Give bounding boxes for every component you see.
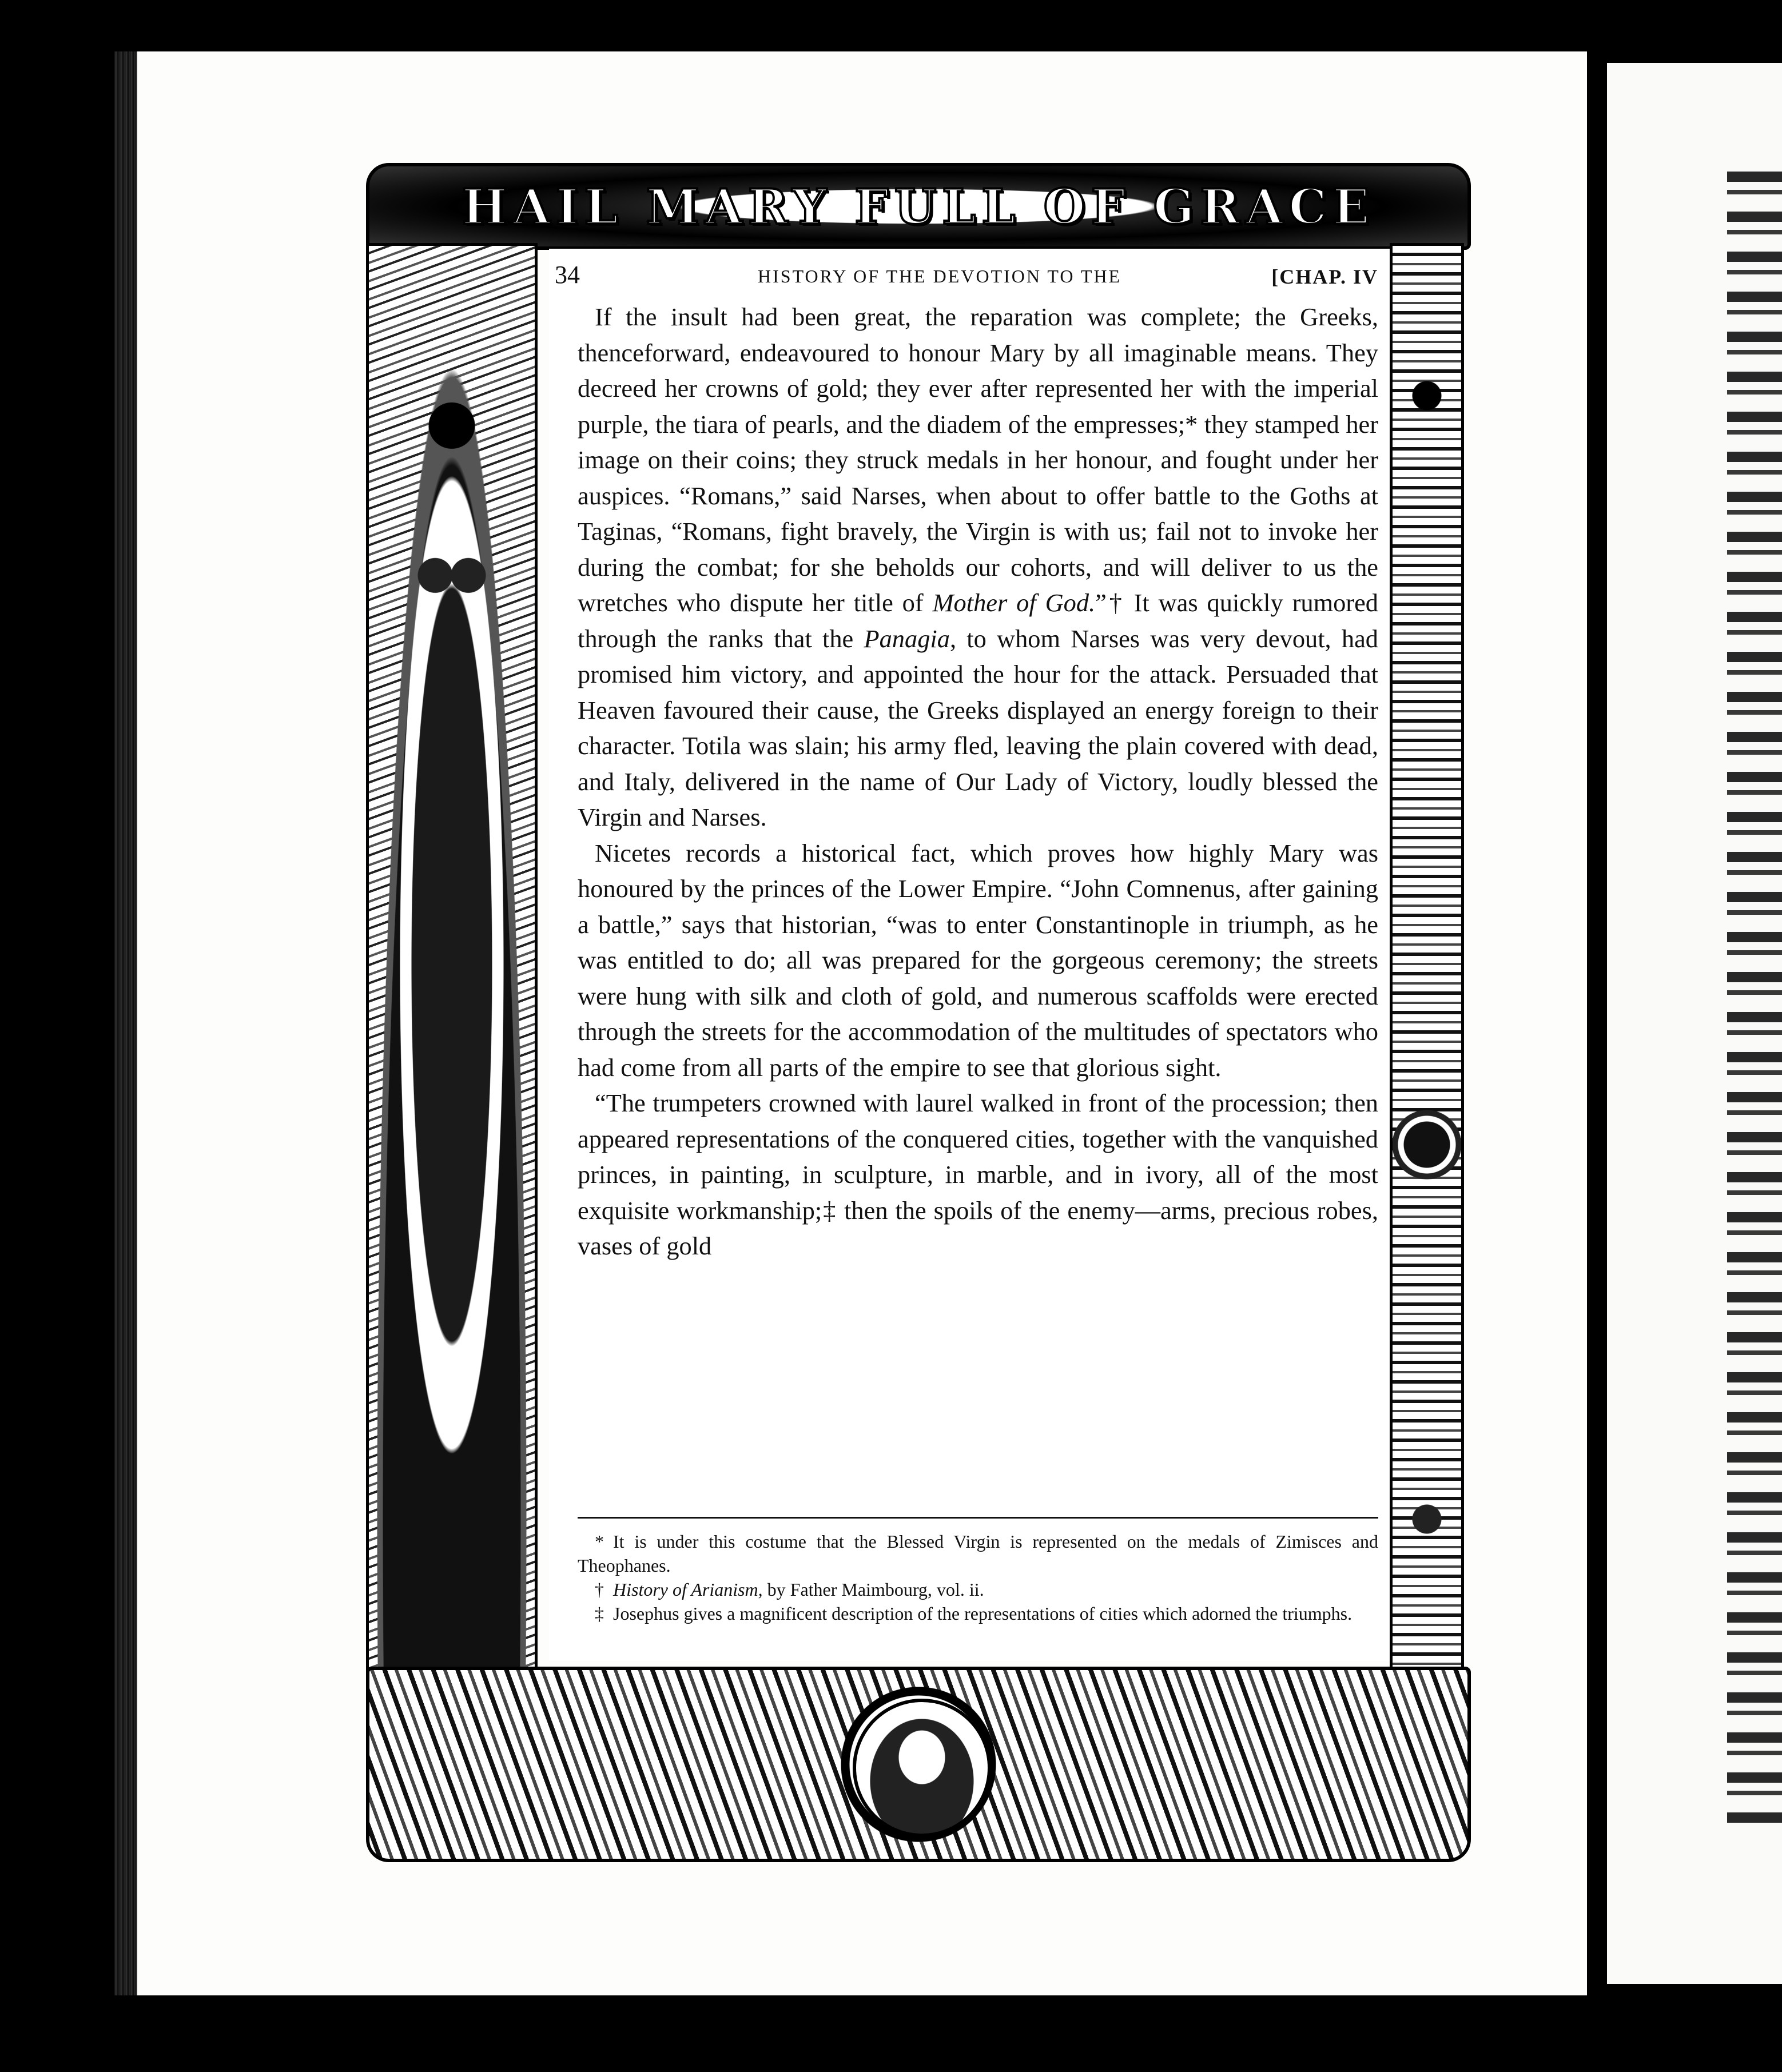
paragraph-1 <box>578 299 1378 835</box>
virgin-medallion-image <box>853 1699 991 1837</box>
footnote-3 <box>578 1601 1378 1625</box>
chapter-text: CHAP. IV <box>1279 265 1378 288</box>
right-ornament-border <box>1390 243 1464 1747</box>
paragraph-1-part-3: , to whom Narses was very devout, had promised him victory, and appointed the hour for the attack. Persuaded that Heaven favoured their cause, the Greeks displayed an energy foreign to their character. Totila was slain; his army fled, leaving the plain covered with dead, and Italy, delivered in the name of Our Lady of Victory, loudly blessed the Virgin and Narses. <box>578 624 1378 831</box>
paragraph-2: Nicetes records a historical fact, which proves how highly Mary was honoured by the princes of the Lower Empire. “John Comnenus, after gaining a battle,” says that historian, “was to enter Constantinople in triumph, as he was entitled to do; all was prepared for the gorgeous ceremony; the streets were hung with silk and cloth of gold, and numerous scaffolds were erected through the streets for the accommodation of the multitudes of spectators who had come from all parts of the empire to see that glorious sight. <box>578 838 1378 1082</box>
footnote-2-italic: History of Arianism, <box>613 1579 763 1600</box>
left-ornament-border <box>366 243 538 1747</box>
ornamental-frame <box>366 163 1464 1855</box>
paragraph-1-part-2: ”† It was quickly rumored through the ranks that the <box>578 588 1378 653</box>
footnote-2 <box>578 1577 1378 1601</box>
footnote-2-text: by Father Maimbourg, vol. ii. <box>762 1579 984 1600</box>
paragraph-3: “The trumpeters crowned with laurel walked in front of the procession; then appeared representations of the conquered cities, together with the vanquished princes, in painting, in sculpture, in marble, and in ivory, all of the most exquisite workmanship;‡ then the spoils of the enemy—arms, precious robes, vases of gold <box>578 1089 1378 1260</box>
footnotes <box>578 1529 1378 1625</box>
paragraph-1-part-1: If the insult had been great, the reparation was complete; the Greeks, thenceforward, endeavoured to honour Mary by all imaginable means. They decreed her crowns of gold; they ever after represented her with the imperial purple, the tiara of pearls, and the diadem of the empresses;* they stamped her image on their coins; they struck medals in her honour, and fought under her auspices. “Romans,” said Narses, when about to offer battle to the Goths at Taginas, “Romans, fight bravely, the Virgin is with us; fail not to invoke her during the combat; for she beholds our cohorts, and will deliver to us the wretches who dispute her title of <box>578 302 1378 617</box>
footnote-1 <box>578 1529 1378 1577</box>
page-number: 34 <box>555 261 580 289</box>
banner-title: HAIL MARY FULL OF GRACE <box>462 178 1375 235</box>
bottom-ornament-border <box>366 1667 1471 1862</box>
running-title: HISTORY OF THE DEVOTION TO THE <box>758 266 1122 286</box>
footnote-3-text: Josephus gives a magnificent description of the representations of cities which adorned the triumphs. <box>613 1603 1353 1624</box>
top-banner <box>366 163 1471 250</box>
running-head <box>549 260 1390 294</box>
footnote-3-mark: ‡ <box>595 1603 604 1624</box>
paragraph-1-italic-1: Mother of God. <box>932 588 1096 617</box>
paragraph-1-italic-2: Panagia <box>864 624 950 653</box>
facing-page-edge <box>1607 63 1782 1984</box>
footnote-1-mark: * <box>595 1531 604 1552</box>
facing-page-ornament <box>1727 172 1782 1824</box>
text-column <box>549 249 1390 1661</box>
body-text <box>578 299 1378 1264</box>
footnote-1-text: It is under this costume that the Blessed Virgin is represented on the medals of Zimisces and Theophanes. <box>578 1531 1378 1576</box>
chapter-label: [CHAP. IV <box>1271 265 1378 288</box>
footnote-2-mark: † <box>595 1579 604 1600</box>
footnote-divider <box>578 1517 1378 1519</box>
